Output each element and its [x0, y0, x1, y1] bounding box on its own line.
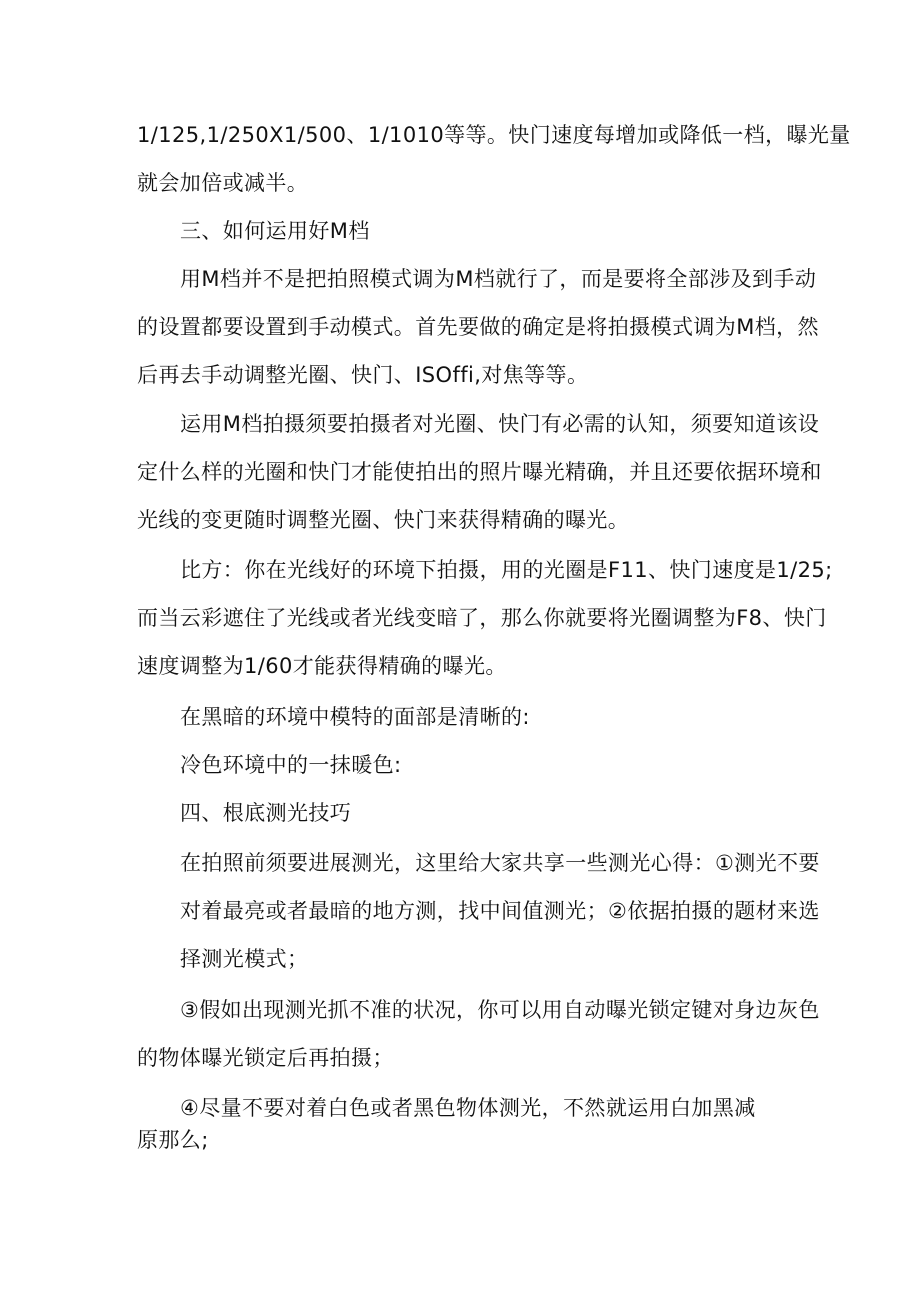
text-line: 定什么样的光圈和快门才能使拍出的照片曝光精确，并且还要依据环境和	[137, 460, 822, 484]
text-line: 的设置都要设置到手动模式。首先要做的确定是将拍摄模式调为M档，然	[137, 315, 819, 339]
text-line: 运用M档拍摄须要拍摄者对光圈、快门有必需的认知，须要知道该设	[180, 412, 820, 436]
text-line: 比方：你在光线好的环境下拍摄，用的光圈是F11、快门速度是1/25;	[180, 558, 833, 582]
text-line: 择测光模式；	[180, 947, 309, 971]
text-line: 用M档并不是把拍照模式调为M档就行了，而是要将全部涉及到手动	[180, 267, 817, 291]
text-line: 原那么;	[137, 1128, 209, 1152]
text-line: 速度调整为1/60才能获得精确的曝光。	[137, 654, 507, 678]
section-heading: 三、如何运用好M档	[180, 219, 370, 243]
text-line: 后再去手动调整光圈、快门、ISOffi,对焦等等。	[137, 363, 589, 387]
text-line: 而当云彩遮住了光线或者光线变暗了，那么你就要将光圈调整为F8、快门	[137, 606, 827, 630]
text-line: 1/125,1/250X1/500、1/1010等等。快门速度每增加或降低一档，曝光量	[137, 123, 851, 147]
text-line: 冷色环境中的一抹暖色:	[180, 753, 402, 777]
text-line: 的物体曝光锁定后再拍摄；	[137, 1046, 394, 1070]
text-line: 光线的变更随时调整光圈、快门来获得精确的曝光。	[137, 508, 630, 532]
section-heading: 四、根底测光技巧	[180, 801, 352, 825]
text-line: 就会加倍或减半。	[137, 171, 309, 195]
text-line: 在拍照前须要进展测光，这里给大家共享一些测光心得：①测光不要	[180, 851, 820, 875]
text-line: 对着最亮或者最暗的地方测，找中间值测光；②依据拍摄的题材来选	[180, 899, 820, 923]
text-line: ④尽量不要对着白色或者黑色物体测光，不然就运用白加黑减	[180, 1096, 756, 1120]
text-line: ③假如出现测光抓不准的状况，你可以用自动曝光锁定键对身边灰色	[180, 998, 820, 1022]
text-line: 在黑暗的环境中模特的面部是清晰的:	[180, 705, 530, 729]
